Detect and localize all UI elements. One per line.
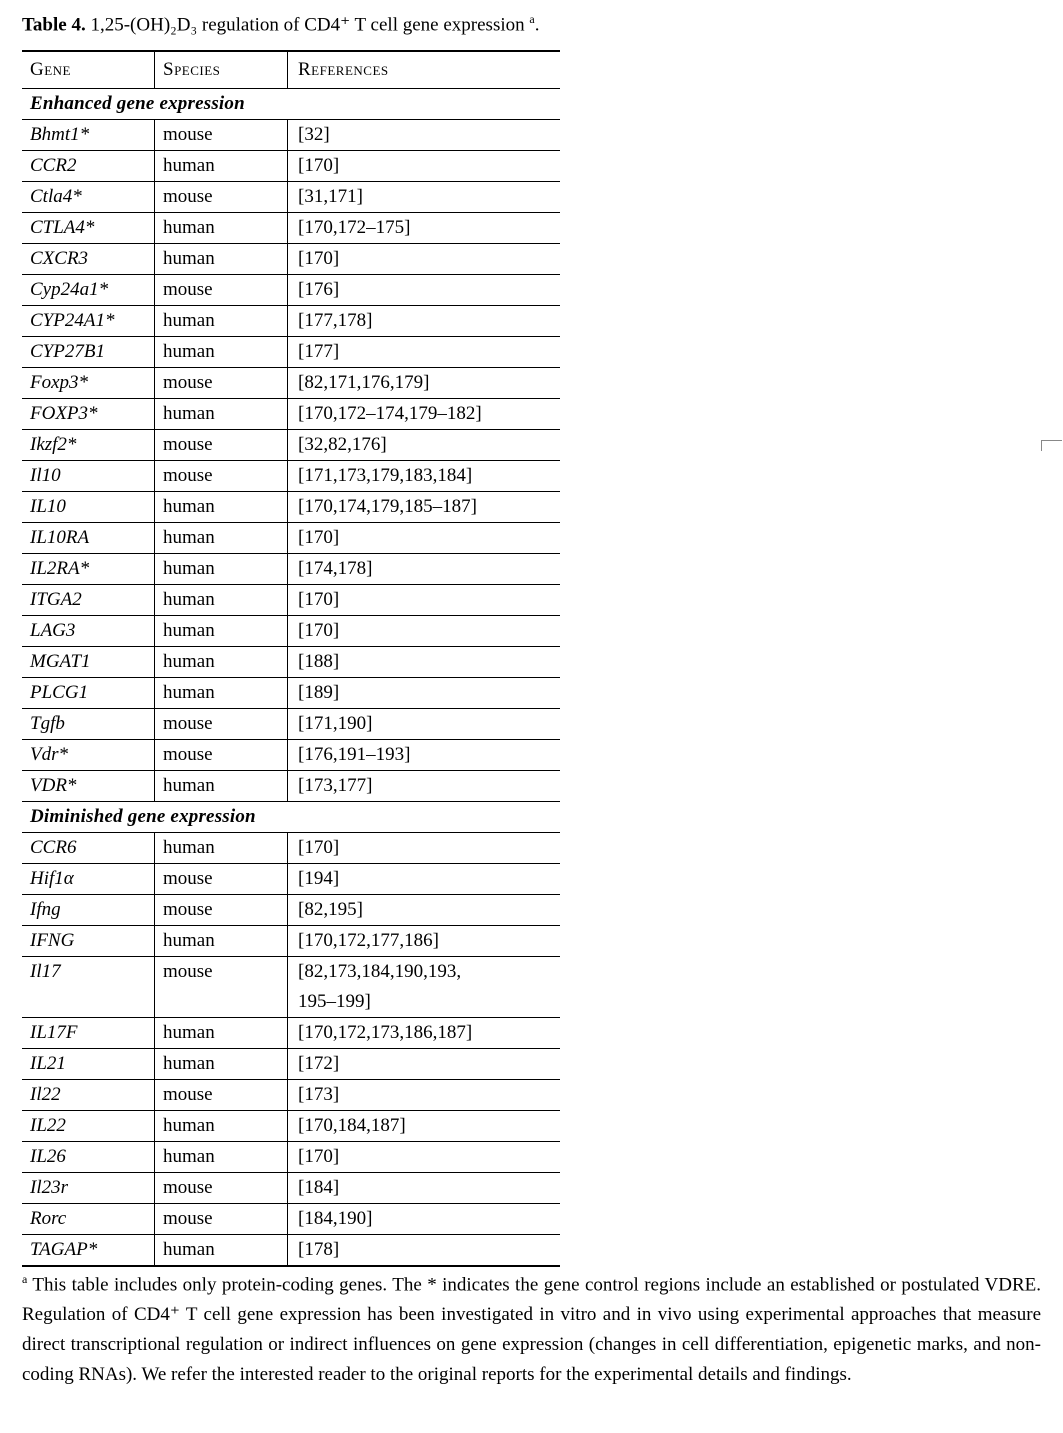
- table-row: [22, 182, 560, 213]
- table-row: [22, 368, 560, 399]
- table-row: [22, 1173, 560, 1204]
- table-row: [22, 151, 560, 182]
- references-cell: [170]: [288, 1142, 561, 1173]
- gene-cell: Bhmt1*: [22, 120, 155, 151]
- table-row: [22, 1204, 560, 1235]
- gene-cell: PLCG1: [22, 678, 155, 709]
- gene-cell: Il22: [22, 1080, 155, 1111]
- references-cell: [170]: [288, 833, 561, 864]
- gene-cell: Cyp24a1*: [22, 275, 155, 306]
- footnote-text: This table includes only protein-coding genes. The * indicates the gene control regions include an established or postulated VDRE. Regulation of CD4⁺ T cell gene expression has been investigated in vitro and in vivo using experimental approaches that measure direct transcriptional regulation or indirect influences on gene expression (changes in cell differentiation, epigenetic marks, and non-coding RNAs). We refer the interested reader to the original reports for the experimental details and findings.: [22, 1274, 1041, 1386]
- header-references: References: [288, 51, 561, 89]
- species-cell: mouse: [155, 275, 288, 306]
- table-row: [22, 616, 560, 647]
- table-row: [22, 306, 560, 337]
- references-cell: [170]: [288, 616, 561, 647]
- gene-cell: LAG3: [22, 616, 155, 647]
- gene-cell: TAGAP*: [22, 1235, 155, 1266]
- references-cell: [176]: [288, 275, 561, 306]
- gene-cell: IFNG: [22, 926, 155, 957]
- table-row: [22, 1049, 560, 1080]
- table-row: [22, 926, 560, 957]
- species-cell: human: [155, 771, 288, 802]
- references-cell: [194]: [288, 864, 561, 895]
- species-cell: human: [155, 399, 288, 430]
- table-title: 1,25-(OH)₂D₃ regulation of CD4⁺ T cell gene expression: [90, 14, 525, 36]
- references-cell: [173]: [288, 1080, 561, 1111]
- species-cell: human: [155, 1235, 288, 1266]
- gene-cell: CYP24A1*: [22, 306, 155, 337]
- caption-end: .: [534, 14, 540, 36]
- gene-cell: Rorc: [22, 1204, 155, 1235]
- gene-cell: Il10: [22, 461, 155, 492]
- table-row: [22, 1018, 560, 1049]
- gene-cell: CCR2: [22, 151, 155, 182]
- gene-cell: IL26: [22, 1142, 155, 1173]
- references-cell: [170]: [288, 523, 561, 554]
- table-row: [22, 492, 560, 523]
- species-cell: human: [155, 585, 288, 616]
- species-cell: human: [155, 678, 288, 709]
- gene-cell: FOXP3*: [22, 399, 155, 430]
- table-row: [22, 833, 560, 864]
- species-cell: mouse: [155, 957, 288, 1018]
- references-cell: [177,178]: [288, 306, 561, 337]
- species-cell: mouse: [155, 461, 288, 492]
- table-row: [22, 771, 560, 802]
- references-cell: [172]: [288, 1049, 561, 1080]
- table-row: [22, 430, 560, 461]
- species-cell: mouse: [155, 120, 288, 151]
- table-row: [22, 275, 560, 306]
- species-cell: mouse: [155, 864, 288, 895]
- species-cell: human: [155, 337, 288, 368]
- footnote-mark: a: [529, 12, 535, 26]
- references-cell: [170,174,179,185–187]: [288, 492, 561, 523]
- species-cell: human: [155, 1111, 288, 1142]
- gene-cell: CYP27B1: [22, 337, 155, 368]
- references-cell: [170]: [288, 585, 561, 616]
- references-cell: [174,178]: [288, 554, 561, 585]
- gene-cell: Ctla4*: [22, 182, 155, 213]
- species-cell: mouse: [155, 182, 288, 213]
- table-row: [22, 554, 560, 585]
- footnote-mark: a: [22, 1272, 28, 1286]
- species-cell: mouse: [155, 740, 288, 771]
- table-row: [22, 337, 560, 368]
- references-cell: [32]: [288, 120, 561, 151]
- references-cell: [189]: [288, 678, 561, 709]
- species-cell: mouse: [155, 1080, 288, 1111]
- references-cell: [82,195]: [288, 895, 561, 926]
- species-cell: human: [155, 647, 288, 678]
- references-cell: [170,172,177,186]: [288, 926, 561, 957]
- gene-cell: Hif1α: [22, 864, 155, 895]
- species-cell: mouse: [155, 895, 288, 926]
- header-row: [22, 51, 560, 89]
- gene-cell: IL22: [22, 1111, 155, 1142]
- gene-cell: MGAT1: [22, 647, 155, 678]
- section-title: Diminished gene expression: [22, 802, 560, 833]
- table-row: [22, 1111, 560, 1142]
- table-row: [22, 399, 560, 430]
- gene-cell: Ikzf2*: [22, 430, 155, 461]
- table-row: [22, 864, 560, 895]
- gene-cell: VDR*: [22, 771, 155, 802]
- references-cell: [178]: [288, 1235, 561, 1266]
- references-cell: [184,190]: [288, 1204, 561, 1235]
- references-cell: [32,82,176]: [288, 430, 561, 461]
- section-title: Enhanced gene expression: [22, 89, 560, 120]
- references-cell: [184]: [288, 1173, 561, 1204]
- page-edge-mark: [1041, 440, 1062, 451]
- species-cell: mouse: [155, 368, 288, 399]
- species-cell: human: [155, 926, 288, 957]
- gene-cell: IL2RA*: [22, 554, 155, 585]
- table-footnote: [22, 1264, 1041, 1390]
- gene-cell: Tgfb: [22, 709, 155, 740]
- gene-cell: CXCR3: [22, 244, 155, 275]
- table-row: [22, 585, 560, 616]
- references-cell: [177]: [288, 337, 561, 368]
- table-row: [22, 523, 560, 554]
- species-cell: human: [155, 492, 288, 523]
- gene-cell: IL17F: [22, 1018, 155, 1049]
- species-cell: human: [155, 616, 288, 647]
- section-row: [22, 89, 560, 120]
- table-row: [22, 1080, 560, 1111]
- gene-cell: IL21: [22, 1049, 155, 1080]
- section-row: [22, 802, 560, 833]
- header-gene: Gene: [22, 51, 155, 89]
- references-line: [82,173,184,190,193,: [298, 961, 462, 982]
- species-cell: human: [155, 523, 288, 554]
- species-cell: human: [155, 554, 288, 585]
- header-species: Species: [155, 51, 288, 89]
- species-cell: mouse: [155, 1204, 288, 1235]
- table-row: [22, 957, 560, 1018]
- table-row: [22, 120, 560, 151]
- table-label: Table 4.: [22, 14, 86, 36]
- gene-table: [22, 50, 560, 1267]
- table-row: [22, 213, 560, 244]
- references-cell: [176,191–193]: [288, 740, 561, 771]
- table-body: [22, 89, 560, 1266]
- table-row: [22, 678, 560, 709]
- table-row: [22, 740, 560, 771]
- species-cell: human: [155, 151, 288, 182]
- references-cell: [171,173,179,183,184]: [288, 461, 561, 492]
- references-cell: [170,184,187]: [288, 1111, 561, 1142]
- references-cell: [173,177]: [288, 771, 561, 802]
- species-cell: human: [155, 244, 288, 275]
- gene-cell: Il17: [22, 957, 155, 1018]
- table-row: [22, 647, 560, 678]
- references-cell: [170]: [288, 244, 561, 275]
- references-cell: [170,172–174,179–182]: [288, 399, 561, 430]
- species-cell: human: [155, 213, 288, 244]
- species-cell: mouse: [155, 709, 288, 740]
- species-cell: mouse: [155, 430, 288, 461]
- references-cell: [170]: [288, 151, 561, 182]
- references-cell: [170,172–175]: [288, 213, 561, 244]
- species-cell: human: [155, 1049, 288, 1080]
- gene-cell: CTLA4*: [22, 213, 155, 244]
- species-cell: human: [155, 833, 288, 864]
- species-cell: human: [155, 1018, 288, 1049]
- references-cell: [171,190]: [288, 709, 561, 740]
- table-row: [22, 1235, 560, 1266]
- table-row: [22, 1142, 560, 1173]
- table-row: [22, 244, 560, 275]
- references-cell: [31,171]: [288, 182, 561, 213]
- table-row: [22, 709, 560, 740]
- gene-cell: Il23r: [22, 1173, 155, 1204]
- gene-cell: IL10RA: [22, 523, 155, 554]
- references-cell: [288, 957, 561, 1018]
- species-cell: human: [155, 1142, 288, 1173]
- references-cell: [188]: [288, 647, 561, 678]
- gene-cell: IL10: [22, 492, 155, 523]
- gene-cell: CCR6: [22, 833, 155, 864]
- gene-cell: Ifng: [22, 895, 155, 926]
- table-row: [22, 461, 560, 492]
- gene-cell: Vdr*: [22, 740, 155, 771]
- references-cell: [170,172,173,186,187]: [288, 1018, 561, 1049]
- references-line: 195–199]: [298, 991, 371, 1012]
- species-cell: human: [155, 306, 288, 337]
- table-caption: [22, 12, 539, 36]
- gene-cell: Foxp3*: [22, 368, 155, 399]
- gene-cell: ITGA2: [22, 585, 155, 616]
- table-row: [22, 895, 560, 926]
- species-cell: mouse: [155, 1173, 288, 1204]
- references-cell: [82,171,176,179]: [288, 368, 561, 399]
